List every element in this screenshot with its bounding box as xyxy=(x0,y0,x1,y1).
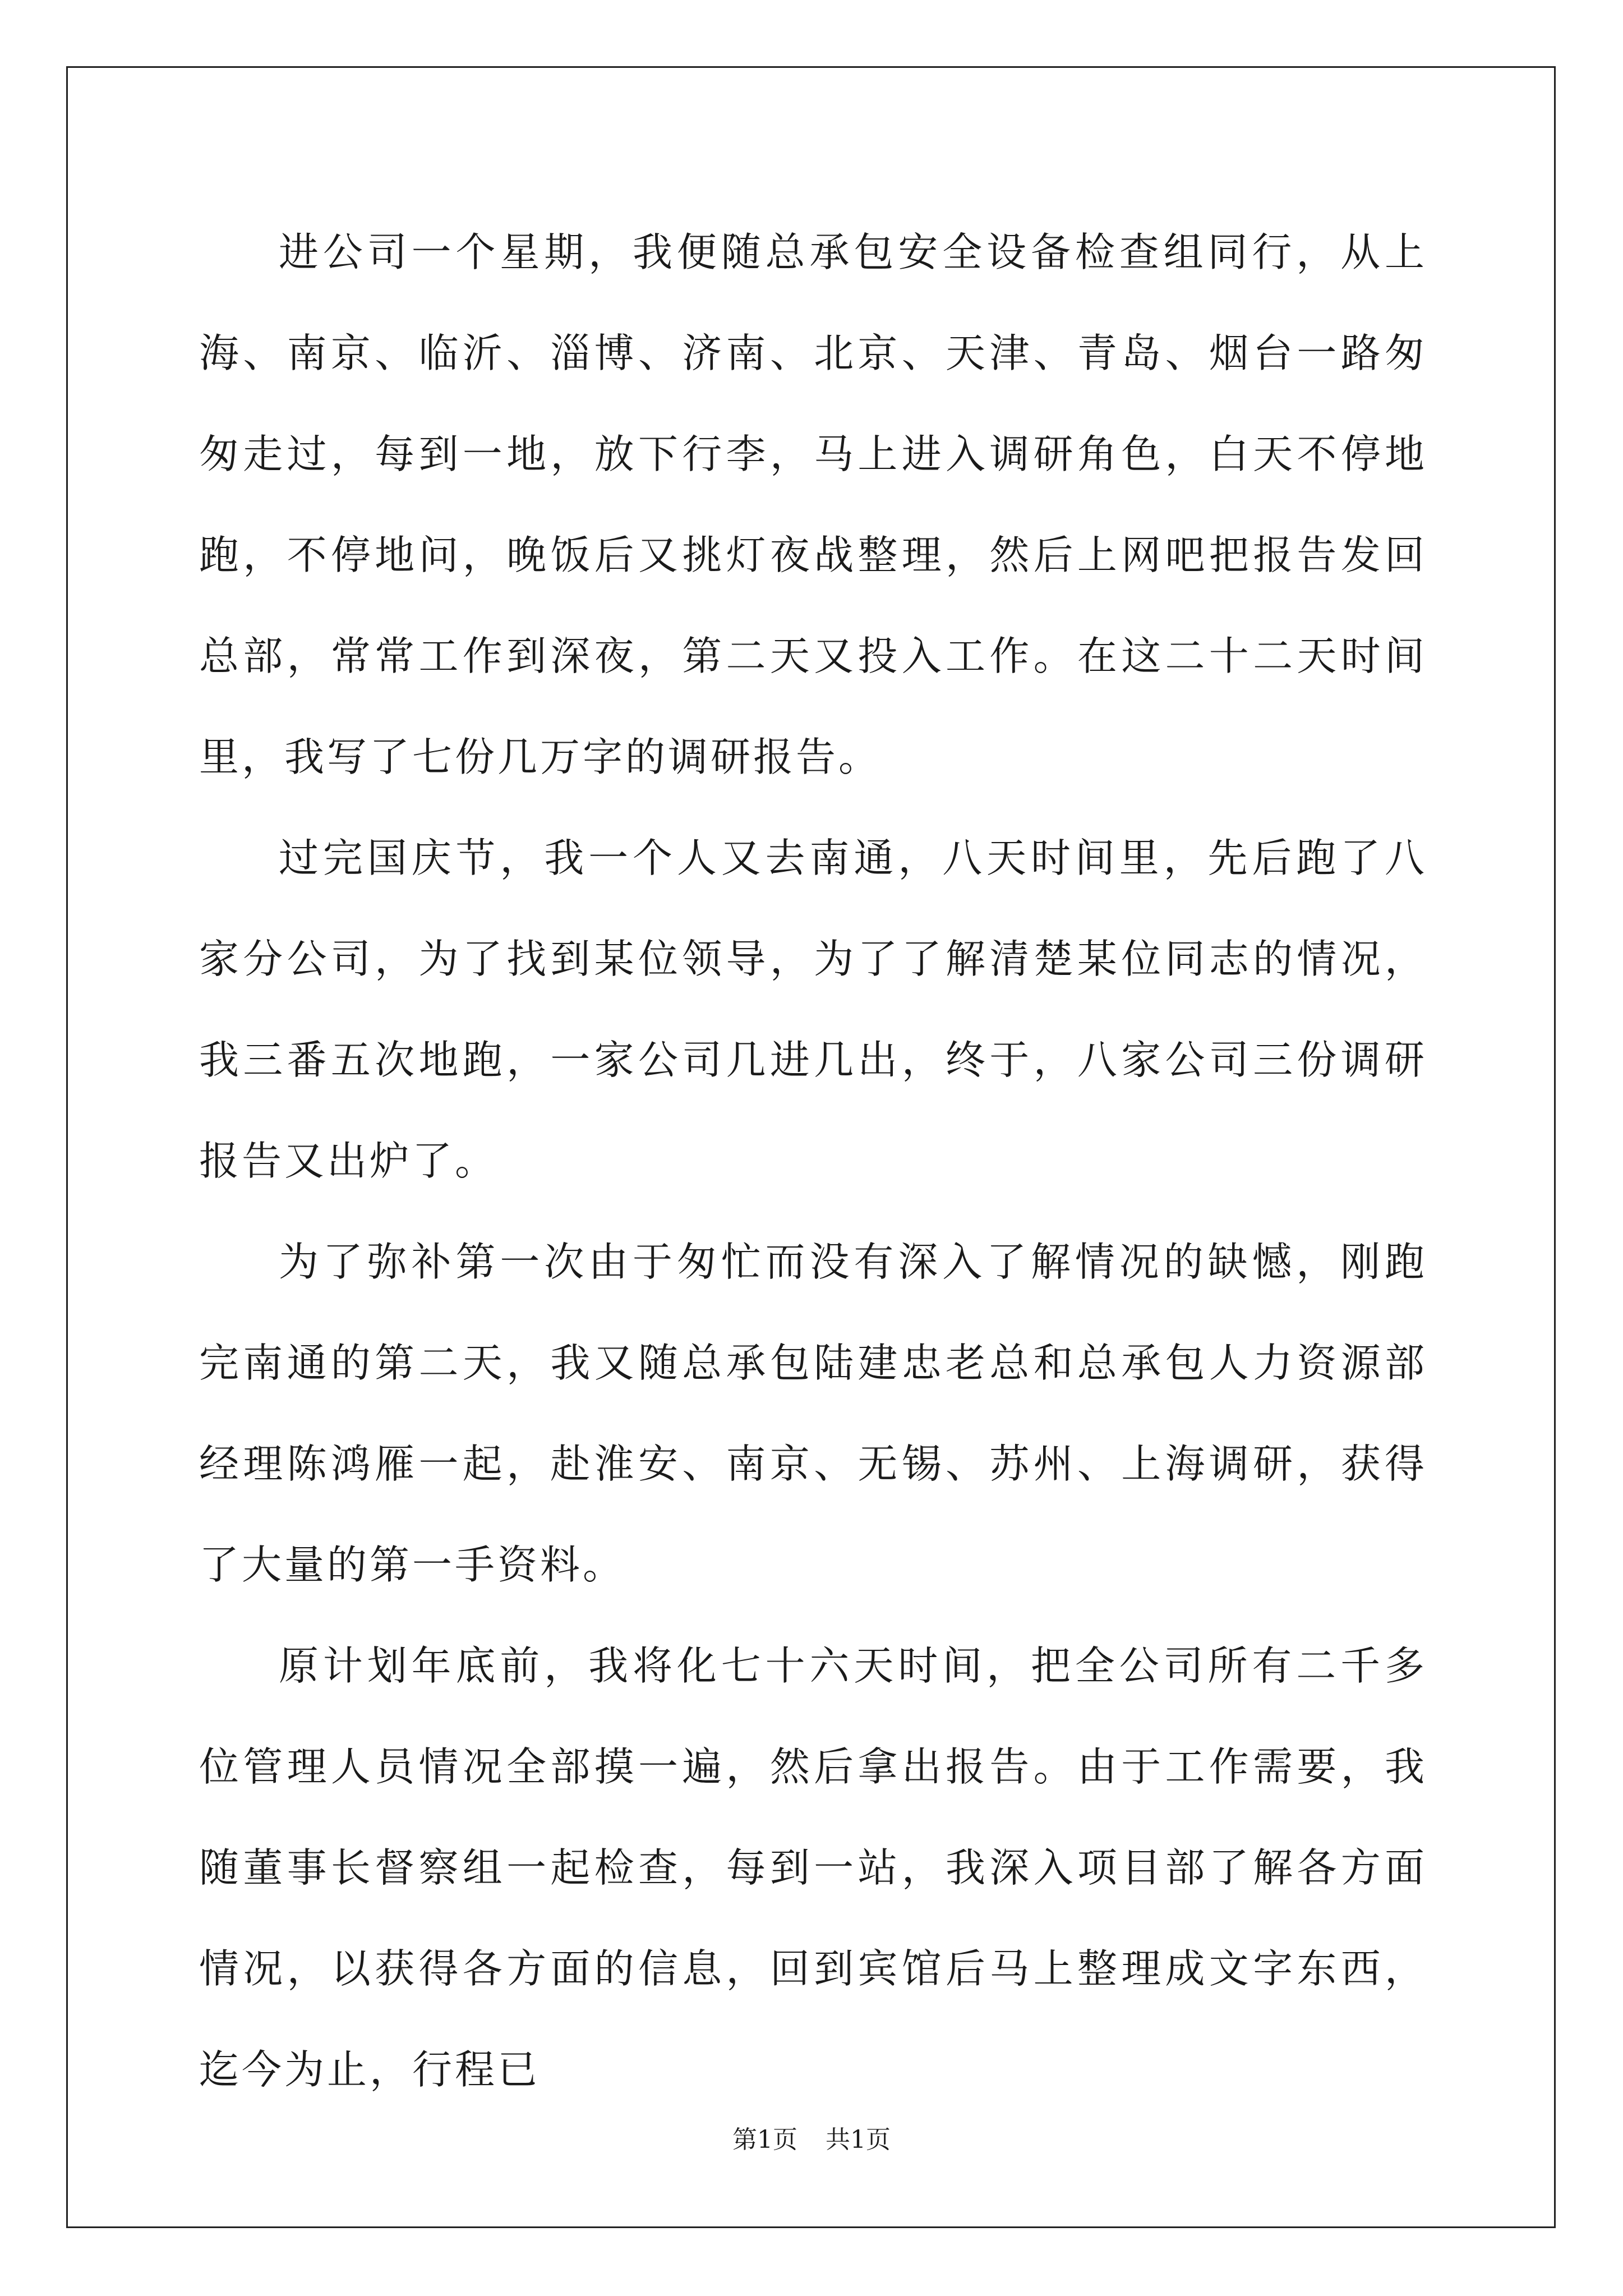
paragraph-1: 进公司一个星期，我便随总承包安全设备检查组同行，从上海、南京、临沂、淄博、济南、北京、天津、青岛、烟台一路匆匆走过，每到一地，放下行李，马上进入调研角色，白天不停地跑，不停地问，晚饭后又挑灯夜战整理，然后上网吧把报告发回总部，常常工作到深夜，第二天又投入工作。在这二十二天时间里，我写了七份几万字的调研报告。 xyxy=(199,229,1427,780)
page-number-current: 第1页 xyxy=(732,2125,797,2154)
page-number-total: 共1页 xyxy=(826,2125,891,2154)
paragraph-3: 为了弥补第一次由于匆忙而没有深入了解情况的缺憾，刚跑完南通的第二天，我又随总承包陆建忠老总和总承包人力资源部经理陈鸿雁一起，赴淮安、南京、无锡、苏州、上海调研，获得了大量的第一手资料。 xyxy=(199,1239,1427,1588)
page-footer xyxy=(0,2123,1623,2157)
paragraph-2: 过完国庆节，我一个人又去南通，八天时间里，先后跑了八家分公司，为了找到某位领导，为了了解清楚某位同志的情况，我三番五次地跑，一家公司几进几出，终于，八家公司三份调研报告又出炉了。 xyxy=(199,835,1427,1184)
document-body xyxy=(199,202,1427,2120)
paragraph-4: 原计划年底前，我将化七十六天时间，把全公司所有二千多位管理人员情况全部摸一遍，然后拿出报告。由于工作需要，我随董事长督察组一起检查，每到一站，我深入项目部了解各方面情况，以获得各方面的信息，回到宾馆后马上整理成文字东西，迄今为止，行程已 xyxy=(199,1642,1427,2093)
